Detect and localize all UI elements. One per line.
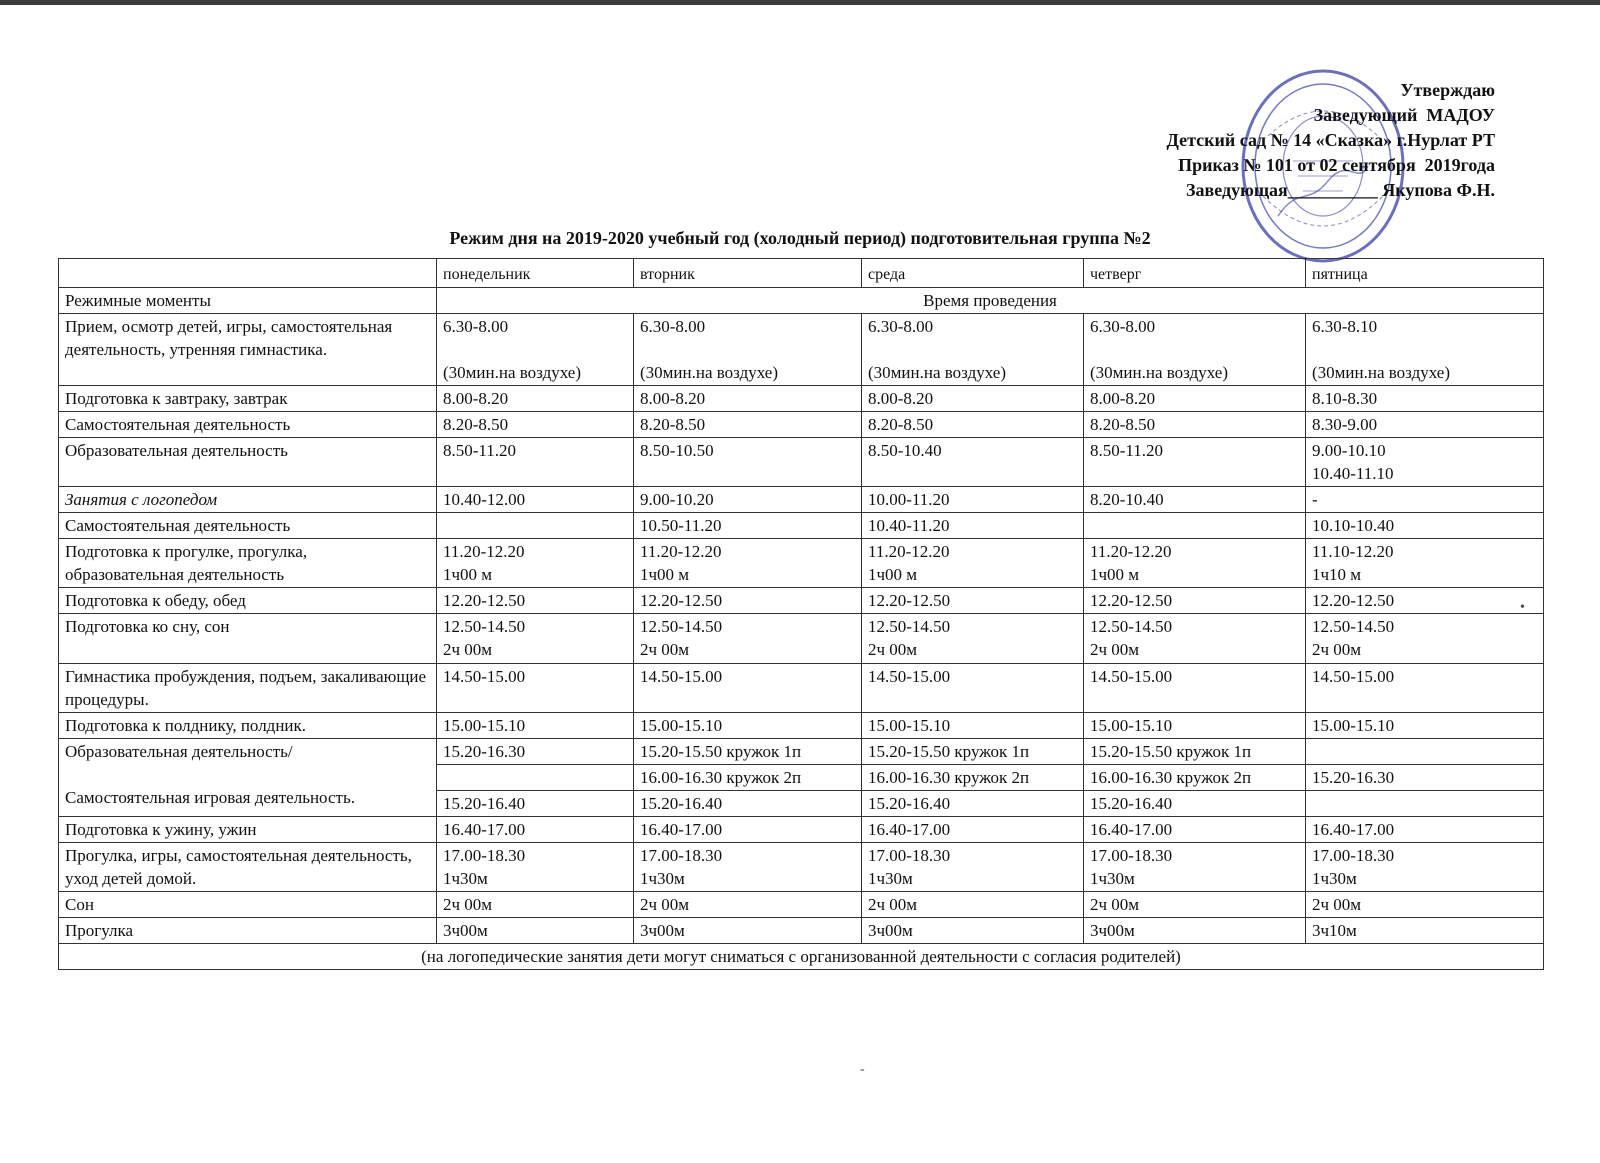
day-header-row bbox=[59, 259, 1544, 288]
time-cell: 8.30-9.00 bbox=[1306, 412, 1544, 438]
day-friday: пятница bbox=[1306, 259, 1544, 288]
time-cell: 2ч 00м bbox=[862, 892, 1084, 918]
time-cell: 2ч 00м bbox=[634, 892, 862, 918]
time-cell: 8.00-8.20 bbox=[634, 386, 862, 412]
table-row bbox=[59, 843, 1544, 892]
time-cell: 8.50-10.50 bbox=[634, 438, 862, 487]
table-row bbox=[59, 412, 1544, 438]
row-label: Подготовка к обеду, обед bbox=[59, 588, 437, 614]
time-cell: 6.30-8.00 (30мин.на воздухе) bbox=[437, 314, 634, 386]
approval-line-3: Детский сад № 14 «Сказка» г.Нурлат РТ bbox=[1166, 130, 1495, 150]
document-title: Режим дня на 2019-2020 учебный год (холодный период) подготовительная группа №2 bbox=[449, 228, 1151, 248]
time-cell: 8.20-8.50 bbox=[862, 412, 1084, 438]
time-cell: 3ч00м bbox=[437, 918, 634, 944]
time-cell: 15.20-16.40 bbox=[1084, 791, 1306, 817]
table-row bbox=[59, 713, 1544, 739]
approval-line-1: Утверждаю bbox=[1400, 80, 1495, 100]
time-cell: 10.40-11.20 bbox=[862, 513, 1084, 539]
schedule-table bbox=[58, 258, 1544, 970]
time-cell: 8.20-8.50 bbox=[634, 412, 862, 438]
time-cell: 17.00-18.30 1ч30м bbox=[1306, 843, 1544, 892]
table-row bbox=[59, 386, 1544, 412]
time-cell: 12.50-14.50 2ч 00м bbox=[634, 614, 862, 664]
table-row bbox=[59, 513, 1544, 539]
footnote-row bbox=[59, 944, 1544, 970]
time-cell: 17.00-18.30 1ч30м bbox=[1084, 843, 1306, 892]
row-label: Прогулка, игры, самостоятельная деятельность, уход детей домой. bbox=[59, 843, 437, 892]
table-row bbox=[59, 918, 1544, 944]
time-cell: 8.00-8.20 bbox=[437, 386, 634, 412]
time-header: Время проведения bbox=[437, 288, 1544, 314]
time-cell: 8.50-11.20 bbox=[437, 438, 634, 487]
time-cell: 16.40-17.00 bbox=[437, 817, 634, 843]
time-cell: 12.20-12.50 bbox=[634, 588, 862, 614]
time-cell: 9.00-10.20 bbox=[634, 487, 862, 513]
table-row bbox=[59, 817, 1544, 843]
row-label: Прогулка bbox=[59, 918, 437, 944]
row-label: Гимнастика пробуждения, подъем, закаливающие процедуры. bbox=[59, 664, 437, 713]
time-cell: 14.50-15.00 bbox=[1306, 664, 1544, 713]
approval-line-5: Заведующая__________ Якупова Ф.Н. bbox=[1186, 180, 1495, 200]
time-cell: 15.20-15.50 кружок 1п bbox=[862, 739, 1084, 765]
table-row bbox=[59, 588, 1544, 614]
time-cell: 15.20-15.50 кружок 1п bbox=[634, 739, 862, 765]
time-cell: 6.30-8.00 (30мин.на воздухе) bbox=[862, 314, 1084, 386]
row-label: Подготовка к ужину, ужин bbox=[59, 817, 437, 843]
time-cell: 2ч 00м bbox=[1306, 892, 1544, 918]
time-cell: 16.40-17.00 bbox=[862, 817, 1084, 843]
time-cell: 17.00-18.30 1ч30м bbox=[437, 843, 634, 892]
row-label: Образовательная деятельность bbox=[59, 438, 437, 487]
time-cell bbox=[437, 765, 634, 791]
time-cell: 15.20-16.30 bbox=[437, 739, 634, 765]
time-cell: 15.00-15.10 bbox=[1084, 713, 1306, 739]
time-cell: 14.50-15.00 bbox=[862, 664, 1084, 713]
moments-header-row bbox=[59, 288, 1544, 314]
approval-line-2: Заведующий МАДОУ bbox=[1313, 105, 1495, 125]
time-cell: 8.20-8.50 bbox=[1084, 412, 1306, 438]
time-cell: 3ч00м bbox=[1084, 918, 1306, 944]
time-cell: 16.00-16.30 кружок 2п bbox=[862, 765, 1084, 791]
time-cell: 12.20-12.50 bbox=[437, 588, 634, 614]
time-cell: 11.10-12.20 1ч10 м bbox=[1306, 539, 1544, 588]
time-cell: 16.00-16.30 кружок 2п bbox=[1084, 765, 1306, 791]
time-cell: 3ч00м bbox=[862, 918, 1084, 944]
time-cell: 15.20-15.50 кружок 1п bbox=[1084, 739, 1306, 765]
time-cell: 6.30-8.00 (30мин.на воздухе) bbox=[634, 314, 862, 386]
time-cell: 3ч00м bbox=[634, 918, 862, 944]
time-cell: 16.40-17.00 bbox=[1306, 817, 1544, 843]
time-cell: 15.00-15.10 bbox=[634, 713, 862, 739]
time-cell: 12.50-14.50 2ч 00м bbox=[862, 614, 1084, 664]
time-cell bbox=[1306, 739, 1544, 765]
time-cell: 14.50-15.00 bbox=[1084, 664, 1306, 713]
time-cell: 2ч 00м bbox=[1084, 892, 1306, 918]
time-cell: 12.20-12.50 bbox=[1084, 588, 1306, 614]
time-cell: 10.50-11.20 bbox=[634, 513, 862, 539]
time-cell: 11.20-12.20 1ч00 м bbox=[634, 539, 862, 588]
row-label: Подготовка ко сну, сон bbox=[59, 614, 437, 664]
time-cell: 3ч10м bbox=[1306, 918, 1544, 944]
row-label: Самостоятельная деятельность bbox=[59, 412, 437, 438]
time-cell: - bbox=[1306, 487, 1544, 513]
approval-block bbox=[1167, 78, 1496, 203]
time-cell: 10.00-11.20 bbox=[862, 487, 1084, 513]
time-cell: 8.20-10.40 bbox=[1084, 487, 1306, 513]
table-row bbox=[59, 314, 1544, 386]
scan-speck: - bbox=[860, 1062, 865, 1077]
time-cell: 9.00-10.10 10.40-11.10 bbox=[1306, 438, 1544, 487]
time-cell: 8.50-11.20 bbox=[1084, 438, 1306, 487]
time-cell: 12.50-14.50 2ч 00м bbox=[1084, 614, 1306, 664]
time-cell: 6.30-8.00 (30мин.на воздухе) bbox=[1084, 314, 1306, 386]
time-cell: 15.20-16.30 bbox=[1306, 765, 1544, 791]
time-cell: 17.00-18.30 1ч30м bbox=[634, 843, 862, 892]
day-wednesday: среда bbox=[862, 259, 1084, 288]
time-cell: 11.20-12.20 1ч00 м bbox=[437, 539, 634, 588]
time-cell: 12.20-12.50 bbox=[862, 588, 1084, 614]
row-label: Подготовка к полднику, полдник. bbox=[59, 713, 437, 739]
footnote: (на логопедические занятия дети могут сниматься с организованной деятельности с согласия родителей) bbox=[59, 944, 1544, 970]
time-cell: 10.40-12.00 bbox=[437, 487, 634, 513]
row-label: Сон bbox=[59, 892, 437, 918]
table-row bbox=[59, 614, 1544, 664]
time-cell: 8.20-8.50 bbox=[437, 412, 634, 438]
day-tuesday: вторник bbox=[634, 259, 862, 288]
time-cell: 17.00-18.30 1ч30м bbox=[862, 843, 1084, 892]
time-cell: 15.00-15.10 bbox=[862, 713, 1084, 739]
moments-header: Режимные моменты bbox=[59, 288, 437, 314]
time-cell: 8.00-8.20 bbox=[862, 386, 1084, 412]
table-row bbox=[59, 438, 1544, 487]
table-row bbox=[59, 487, 1544, 513]
scan-edge bbox=[0, 0, 1600, 5]
day-monday: понедельник bbox=[437, 259, 634, 288]
corner-cell bbox=[59, 259, 437, 288]
time-cell: 12.50-14.50 2ч 00м bbox=[1306, 614, 1544, 664]
time-cell: 8.50-10.40 bbox=[862, 438, 1084, 487]
time-cell: 15.20-16.40 bbox=[634, 791, 862, 817]
scan-speck: • bbox=[1520, 600, 1525, 615]
table-row bbox=[59, 539, 1544, 588]
time-cell: 12.50-14.50 2ч 00м bbox=[437, 614, 634, 664]
time-cell bbox=[1084, 513, 1306, 539]
time-cell: 14.50-15.00 bbox=[437, 664, 634, 713]
approval-line-4: Приказ № 101 от 02 сентября 2019года bbox=[1178, 155, 1495, 175]
row-label: Образовательная деятельность/ Самостоятельная игровая деятельность. bbox=[59, 739, 437, 817]
time-cell: 8.00-8.20 bbox=[1084, 386, 1306, 412]
row-label: Занятия с логопедом bbox=[59, 487, 437, 513]
table-row bbox=[59, 892, 1544, 918]
time-cell: 16.40-17.00 bbox=[634, 817, 862, 843]
time-cell: 16.40-17.00 bbox=[1084, 817, 1306, 843]
time-cell: 6.30-8.10 (30мин.на воздухе) bbox=[1306, 314, 1544, 386]
time-cell: 15.20-16.40 bbox=[862, 791, 1084, 817]
time-cell: 11.20-12.20 1ч00 м bbox=[1084, 539, 1306, 588]
time-cell: 2ч 00м bbox=[437, 892, 634, 918]
row-label: Подготовка к завтраку, завтрак bbox=[59, 386, 437, 412]
row-label: Самостоятельная деятельность bbox=[59, 513, 437, 539]
time-cell: 15.00-15.10 bbox=[1306, 713, 1544, 739]
row-label: Прием, осмотр детей, игры, самостоятельная деятельность, утренняя гимнастика. bbox=[59, 314, 437, 386]
time-cell: 15.20-16.40 bbox=[437, 791, 634, 817]
time-cell: 15.00-15.10 bbox=[437, 713, 634, 739]
time-cell bbox=[437, 513, 634, 539]
time-cell: 12.20-12.50 bbox=[1306, 588, 1544, 614]
time-cell bbox=[1306, 791, 1544, 817]
table-row bbox=[59, 739, 1544, 765]
time-cell: 8.10-8.30 bbox=[1306, 386, 1544, 412]
table-row bbox=[59, 664, 1544, 713]
time-cell: 14.50-15.00 bbox=[634, 664, 862, 713]
time-cell: 11.20-12.20 1ч00 м bbox=[862, 539, 1084, 588]
day-thursday: четверг bbox=[1084, 259, 1306, 288]
row-label: Подготовка к прогулке, прогулка, образовательная деятельность bbox=[59, 539, 437, 588]
time-cell: 16.00-16.30 кружок 2п bbox=[634, 765, 862, 791]
time-cell: 10.10-10.40 bbox=[1306, 513, 1544, 539]
